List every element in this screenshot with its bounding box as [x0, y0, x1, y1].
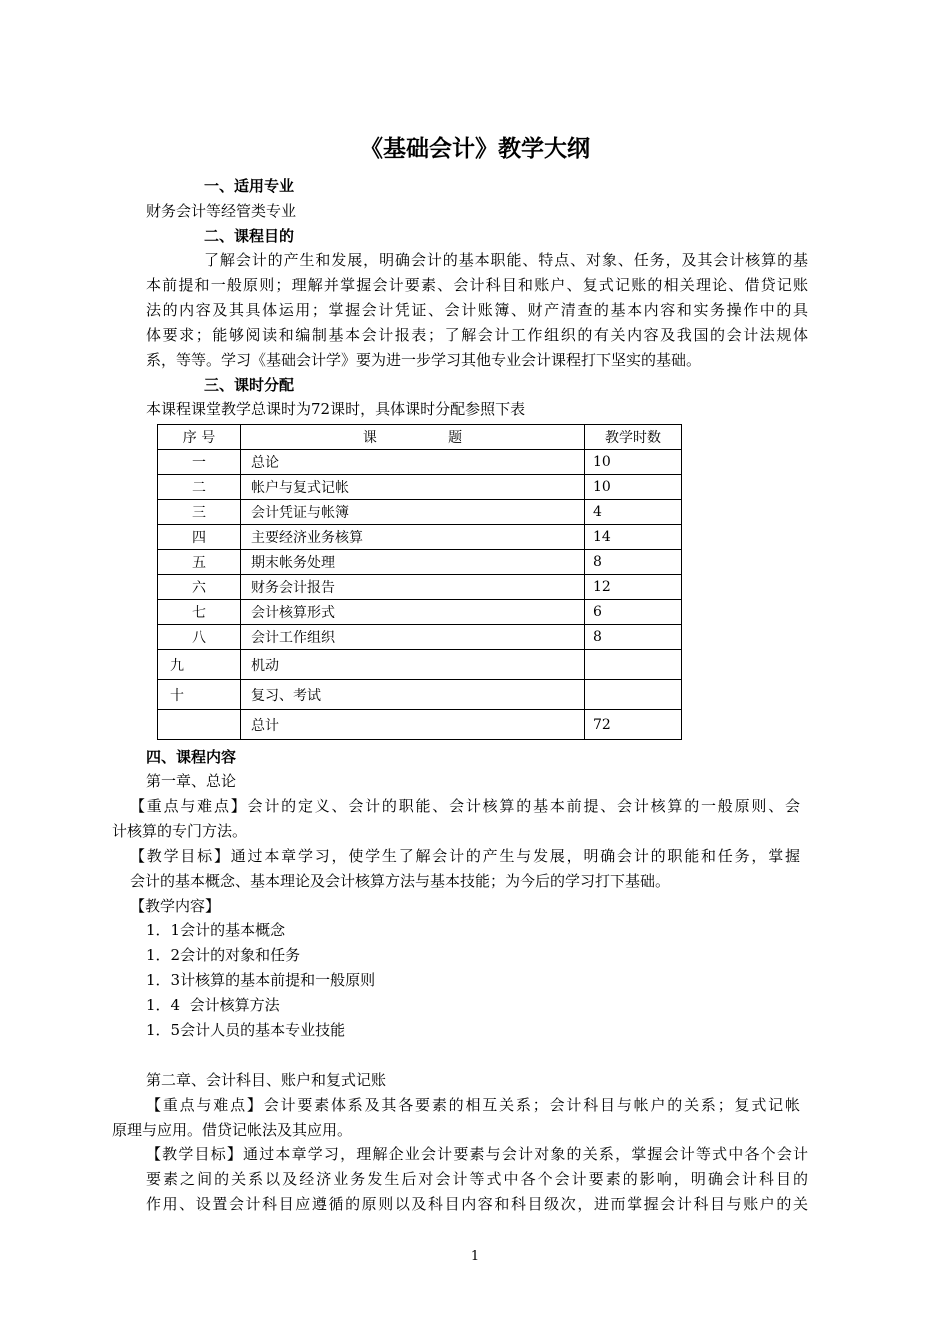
list-item: 1．3计核算的基本前提和一般原则: [146, 971, 376, 989]
key-line: 【重点与难点】会计的定义、会计的职能、会计核算的基本前提、会计核算的一般原则、会: [130, 797, 800, 815]
section-2-line: 本前提和一般原则；理解并掌握会计要素、会计科目和账户、复式记账的相关理论、借贷记账: [146, 276, 808, 294]
row-hours: 8: [585, 625, 682, 650]
table-row: [158, 600, 682, 625]
document-title: 《基础会计》教学大纲: [360, 136, 590, 162]
section-1-text: 财务会计等经管类专业: [146, 202, 297, 220]
row-topic: 机动: [241, 650, 585, 680]
key-line: 计核算的专门方法。: [112, 822, 248, 840]
goal-line: 作用、设置会计科目应遵循的原则以及科目内容和科目级次，进而掌握会计科目与账户的关: [146, 1195, 808, 1213]
row-index: 五: [158, 550, 241, 575]
section-2-line: 体要求；能够阅读和编制基本会计报表；了解会计工作组织的有关内容及我国的会计法规体: [146, 326, 808, 344]
table-row: [158, 500, 682, 525]
table-total-row: [158, 710, 682, 740]
row-hours: 8: [585, 550, 682, 575]
chapter-2-key-points: [112, 1093, 800, 1143]
header-index: 序 号: [158, 425, 241, 450]
goal-line: 【教学目标】通过本章学习，理解企业会计要素与会计对象的关系，掌握会计等式中各个会计: [146, 1145, 808, 1163]
chapter-1-title: 第一章、总论: [146, 772, 237, 790]
table-row: [158, 625, 682, 650]
section-3-intro: 本课程课堂教学总课时为72课时，具体课时分配参照下表: [146, 400, 526, 418]
goal-line: 会计的基本概念、基本理论及会计核算方法与基本技能；为今后的学习打下基础。: [130, 872, 671, 890]
table-header-row: [158, 425, 682, 450]
row-index: 八: [158, 625, 241, 650]
key-line: 【重点与难点】会计要素体系及其各要素的相互关系；会计科目与帐户的关系；复式记帐: [146, 1096, 800, 1114]
row-topic: 会计核算形式: [241, 600, 585, 625]
row-hours: 10: [585, 450, 682, 475]
row-hours: [585, 650, 682, 680]
row-index: 九: [158, 650, 241, 680]
row-topic: 会计工作组织: [241, 625, 585, 650]
row-topic: 会计凭证与帐簿: [241, 500, 585, 525]
table-row: [158, 475, 682, 500]
chapter-1-key-points: [112, 794, 800, 844]
chapter-2-title: 第二章、会计科目、账户和复式记账: [146, 1071, 387, 1089]
table-row: [158, 650, 682, 680]
list-item: 1．4 会计核算方法: [146, 996, 280, 1014]
chapter-2-goals: [146, 1142, 808, 1217]
row-index: 六: [158, 575, 241, 600]
row-index: 十: [158, 680, 241, 710]
chapter-1-goals: [130, 844, 800, 894]
section-2-heading: 二、课程目的: [204, 227, 295, 245]
chapter-1-item-list: [146, 918, 646, 1043]
row-hours: 14: [585, 525, 682, 550]
section-4-heading: 四、课程内容: [146, 748, 237, 766]
goal-line: 要素之间的关系以及经济业务发生后对会计等式中各个会计要素的影响，明确会计科目的: [146, 1170, 808, 1188]
row-index: 四: [158, 525, 241, 550]
table-row: [158, 550, 682, 575]
row-hours: 6: [585, 600, 682, 625]
section-2-line: 了解会计的产生和发展，明确会计的基本职能、特点、对象、任务，及其会计核算的基: [204, 251, 808, 269]
section-2-paragraph: [146, 248, 808, 373]
row-index: 七: [158, 600, 241, 625]
header-hours: 教学时数: [585, 425, 682, 450]
row-topic: 帐户与复式记帐: [241, 475, 585, 500]
chapter-1-content-label: 【教学内容】: [130, 897, 221, 915]
row-hours: 12: [585, 575, 682, 600]
row-topic: 财务会计报告: [241, 575, 585, 600]
table-row: [158, 450, 682, 475]
row-hours: 4: [585, 500, 682, 525]
table-row: [158, 680, 682, 710]
row-hours: 10: [585, 475, 682, 500]
row-topic: 复习、考试: [241, 680, 585, 710]
page-number: 1: [470, 1249, 480, 1264]
table-row: [158, 575, 682, 600]
row-index: 三: [158, 500, 241, 525]
row-index: 一: [158, 450, 241, 475]
key-line: 原理与应用。借贷记帐法及其应用。: [112, 1121, 353, 1139]
row-hours: [585, 680, 682, 710]
list-item: 1．2会计的对象和任务: [146, 946, 301, 964]
row-index: [158, 710, 241, 740]
list-item: 1．5会计人员的基本专业技能: [146, 1021, 346, 1039]
list-item: 1．1会计的基本概念: [146, 921, 286, 939]
row-topic: 期末帐务处理: [241, 550, 585, 575]
row-topic: 总论: [241, 450, 585, 475]
section-1-heading: 一、适用专业: [204, 177, 295, 195]
row-index: 二: [158, 475, 241, 500]
row-topic: 主要经济业务核算: [241, 525, 585, 550]
section-3-heading: 三、课时分配: [204, 376, 295, 394]
header-topic: 课 题: [241, 425, 585, 450]
section-2-line: 法的内容及其具体运用；掌握会计凭证、会计账簿、财产清查的基本内容和实务操作中的具: [146, 301, 808, 319]
goal-line: 【教学目标】通过本章学习，使学生了解会计的产生与发展，明确会计的职能和任务，掌握: [130, 847, 800, 865]
hours-table: [157, 424, 682, 740]
row-hours: 72: [585, 710, 682, 740]
section-2-line: 系，等等。学习《基础会计学》要为进一步学习其他专业会计课程打下坚实的基础。: [146, 351, 702, 369]
table-row: [158, 525, 682, 550]
row-topic: 总计: [241, 710, 585, 740]
